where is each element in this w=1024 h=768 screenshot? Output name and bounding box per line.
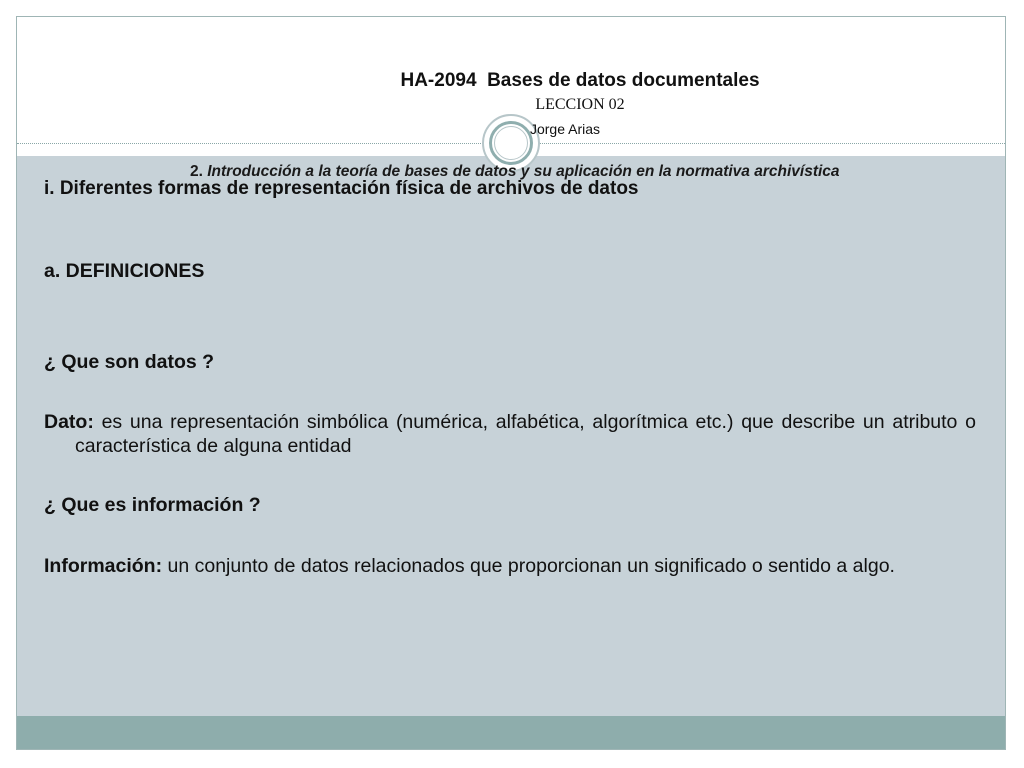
definition-informacion — [44, 554, 976, 578]
definition-dato-text: es una representación simbólica (numérica, alfabética, algorítmica etc.) que describe un atributo o característica de alguna entidad — [75, 411, 976, 457]
subsection-heading: a. DEFINICIONES — [44, 260, 205, 282]
question-informacion: ¿ Que es información ? — [44, 494, 261, 516]
question-datos: ¿ Que son datos ? — [44, 351, 215, 373]
footer-bar — [17, 716, 1005, 749]
subtitle-number: 2. — [190, 163, 203, 180]
subtitle-topic: Introducción a la teoría de bases de datos y su aplicación en la normativa archivística — [207, 163, 840, 180]
definition-informacion-text: un conjunto de datos relacionados que proporcionan un significado o sentido a algo. — [162, 555, 895, 577]
definition-dato — [44, 410, 976, 458]
course-title: HA-2094 Bases de datos documentales — [400, 70, 760, 91]
section-heading: i. Diferentes formas de representación física de archivos de datos — [44, 178, 639, 199]
author-name: Jorge Arias — [529, 121, 601, 137]
term-dato: Dato: — [44, 411, 94, 433]
lesson-label: LECCION 02 — [535, 96, 625, 113]
term-informacion: Información: — [44, 555, 163, 577]
